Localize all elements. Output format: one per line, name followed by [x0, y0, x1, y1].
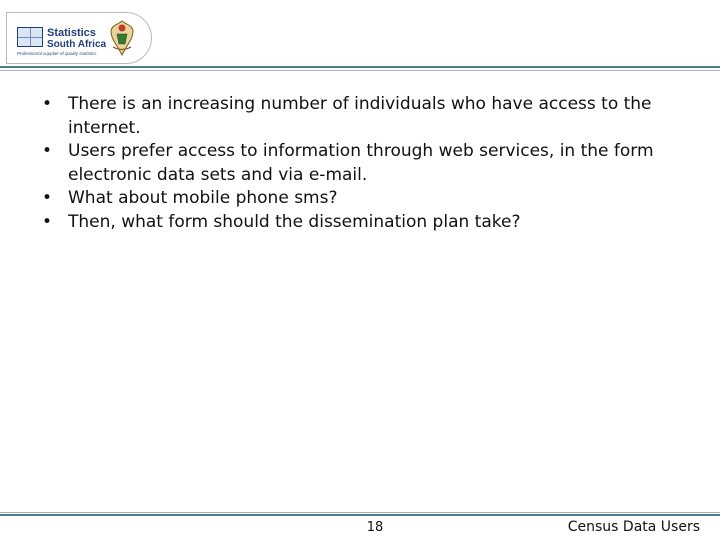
logo-tagline: Professional supplier of quality statistics [17, 51, 97, 56]
footer-title: Census Data Users [567, 519, 700, 535]
bullet-item [42, 187, 692, 211]
bullet-marker: • [42, 188, 53, 208]
statistics-sa-logo [6, 12, 152, 64]
logo-name-line1: Statistics [47, 27, 96, 39]
bullet-list [42, 93, 692, 234]
footer-divider [0, 512, 720, 516]
bullet-marker: • [42, 211, 53, 232]
bullet-text: There is an increasing number of individuals who have access to the internet. [68, 94, 652, 138]
stats-grid-icon [17, 27, 43, 47]
bullet-text: Then, what form should the dissemination plan take? [68, 211, 521, 232]
header-divider [0, 66, 720, 71]
bullet-item [42, 211, 692, 235]
page-number: 18 [366, 520, 384, 535]
bullet-text: What about mobile phone sms? [68, 188, 338, 208]
logo-name-line2: South Africa [47, 39, 107, 50]
bullet-marker: • [42, 141, 53, 161]
coat-of-arms-icon [107, 19, 137, 57]
bullet-text: Users prefer access to information through web services, in the form electronic data sets and via e-mail. [68, 141, 654, 185]
bullet-item [42, 93, 692, 140]
bullet-item [42, 140, 692, 187]
bullet-marker: • [42, 94, 53, 114]
